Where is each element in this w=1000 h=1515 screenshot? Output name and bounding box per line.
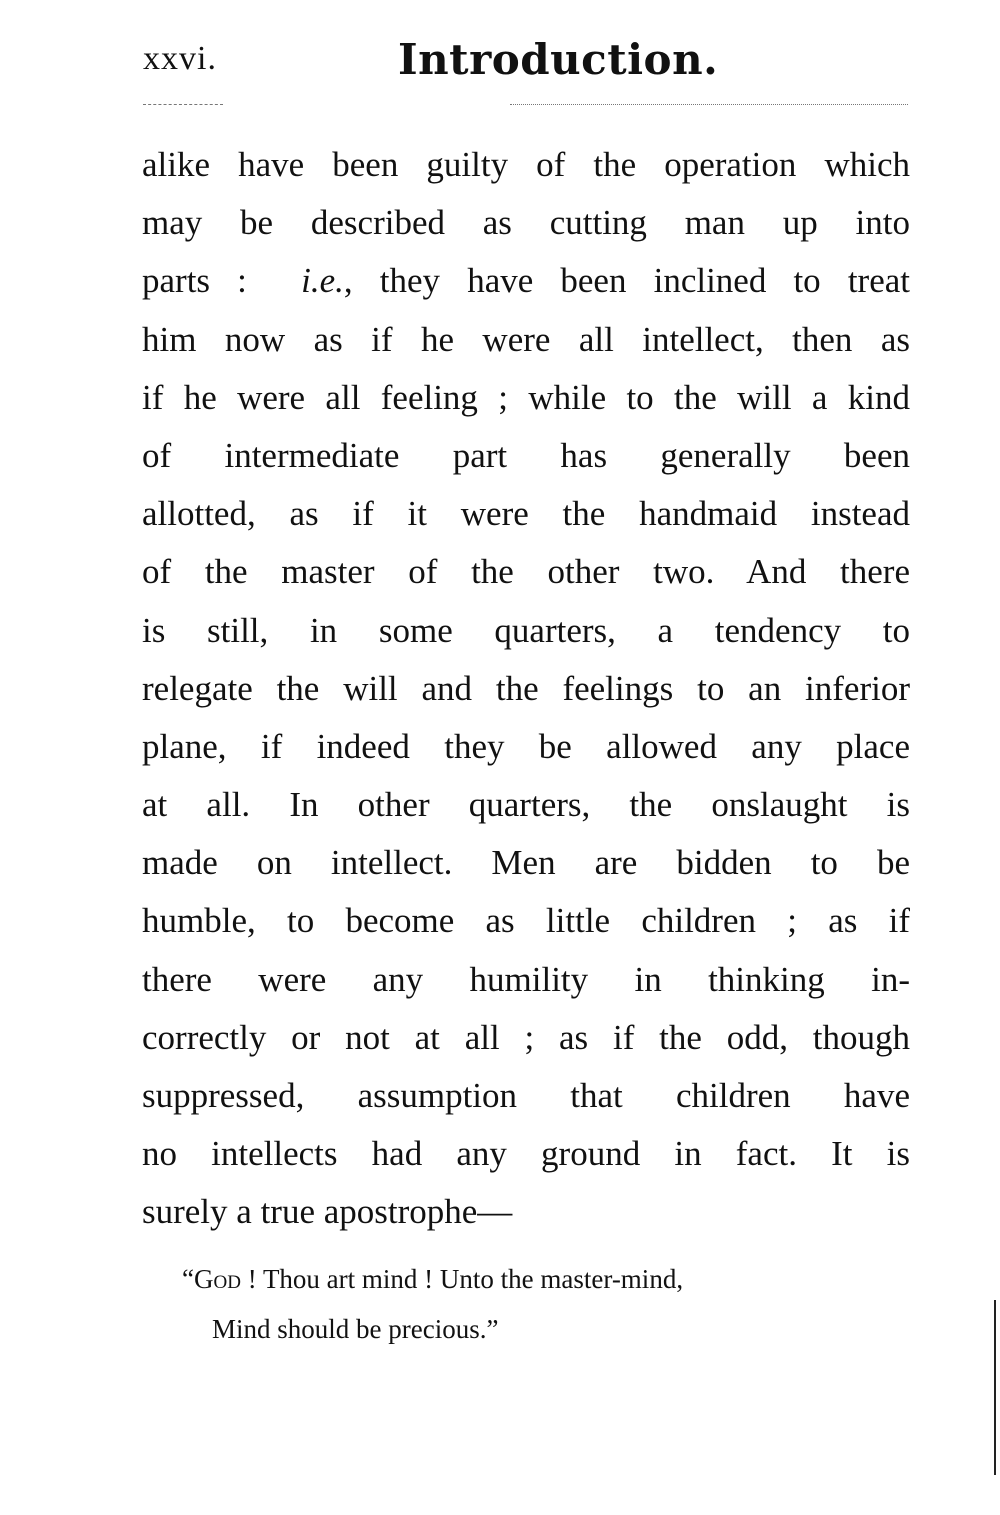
quote-line-1 [182,1254,683,1304]
text-segment: ! Thou art mind ! Unto the master-mind, [240,1264,684,1294]
text-line: of the master of the other two. And there [142,552,910,592]
text-line: at all. In other quarters, the onslaught is [142,785,910,825]
small-caps-word: God [193,1264,241,1294]
text-line: allotted, as if it were the handmaid instead [142,494,910,534]
text-line: there were any humility in thinking in- [142,959,910,999]
quote-line-2: Mind should be precious.” [212,1314,499,1344]
scan-edge-mark [994,1300,996,1475]
verse-quotation [182,1254,683,1354]
page-number: xxvi. [143,40,217,77]
header-rule-left [143,104,223,105]
body-paragraph [142,136,910,1242]
italic-abbreviation: i.e. [301,261,344,301]
text-line: him now as if he were all intellect, then as [142,319,910,359]
text-line: may be described as cutting man up into [142,203,910,243]
text-line: humble, to become as little children ; as if [142,901,910,941]
text-line: suppressed, assumption that children have [142,1076,910,1115]
text-line: of intermediate part has generally been [142,435,910,475]
text-line: relegate the will and the feelings to an inferior [142,668,910,708]
text-line: no intellects had any ground in fact. It is [142,1134,910,1174]
text-line: is still, in some quarters, a tendency to [142,610,910,650]
text-segment: , they have been inclined to treat [343,261,910,301]
open-quote-mark: “ [182,1264,194,1294]
text-line: alike have been guilty of the operation which [142,145,910,184]
header-rule-right [510,104,908,105]
text-line [142,252,910,310]
running-title: Introduction. [398,35,719,84]
text-line: made on intellect. Men are bidden to be [142,843,910,883]
text-line: surely a true apostrophe— [142,1192,513,1232]
text-line: correctly or not at all ; as if the odd, though [142,1017,910,1057]
text-segment: parts : [142,261,247,301]
text-line: plane, if indeed they be allowed any place [142,726,910,766]
text-line: if he were all feeling ; while to the will a kind [142,377,910,417]
